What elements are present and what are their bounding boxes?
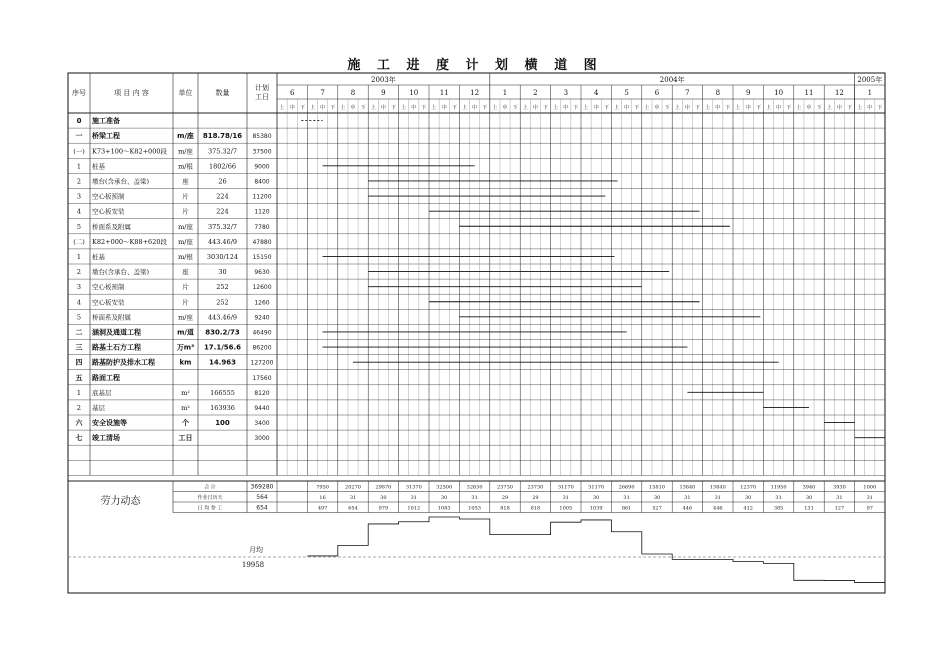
labor-value: 127 (834, 505, 845, 512)
dekad-label: 中 (532, 105, 538, 111)
labor-value: 32630 (466, 484, 483, 491)
row-qty: 163936 (210, 403, 235, 412)
dekad-label: 下 (421, 105, 427, 111)
header-seq: 序号 (72, 89, 86, 97)
row-qty: 224 (216, 192, 229, 201)
labor-value: 818 (500, 505, 510, 512)
dekad-label: 上 (674, 105, 680, 111)
row-item: 墩台(含承台、盖梁) (92, 177, 150, 186)
row-qty: 166555 (210, 388, 235, 397)
dekad-label: 中 (380, 105, 386, 111)
labor-value: 31 (410, 495, 417, 501)
dekad-label: 下 (634, 105, 640, 111)
dekad-label: 中 (350, 105, 356, 111)
dekad-label: 上 (735, 105, 741, 111)
month-label: 4 (593, 89, 599, 97)
header-qty: 数量 (215, 89, 230, 97)
row-unit: m/道 (177, 328, 194, 337)
row-item: 基层 (92, 403, 105, 412)
labor-step-line (307, 517, 885, 583)
row-unit: m/根 (178, 252, 193, 261)
row-days: 11200 (252, 193, 272, 201)
dekad-label: 下 (482, 105, 488, 111)
row-qty: 252 (216, 283, 229, 292)
header-unit: 单位 (178, 89, 193, 97)
row-unit: 片 (182, 207, 189, 216)
row-days: 9000 (254, 163, 270, 171)
month-label: 7 (320, 89, 325, 97)
row-seq: 二 (75, 328, 83, 337)
labor-value: 31 (836, 495, 843, 501)
dekad-label: 中 (289, 105, 295, 111)
labor-value: 818 (530, 505, 541, 512)
labor-row-label: 作业日历天 (197, 495, 223, 501)
labor-value: 497 (317, 505, 328, 512)
month-label: 3 (563, 89, 569, 97)
row-item: 桩基 (92, 162, 105, 171)
labor-value: 31170 (588, 484, 605, 491)
row-days: 47880 (252, 238, 272, 246)
labor-value: 31 (714, 495, 721, 501)
dekad-label: 中 (624, 105, 630, 111)
row-seq: 六 (75, 419, 83, 428)
labor-value: 30 (653, 495, 661, 501)
labor-value: 16 (319, 495, 326, 501)
labor-value: 446 (713, 505, 723, 512)
labor-value: 131 (804, 505, 814, 512)
month-label: 10 (774, 89, 784, 97)
row-seq: 3 (76, 283, 82, 292)
row-item: 施工准备 (92, 117, 120, 126)
row-seq: 4 (76, 298, 82, 307)
month-label: 11 (439, 89, 449, 97)
labor-value: 30 (805, 495, 813, 501)
dekad-label: 下 (330, 105, 336, 111)
row-unit: 座 (182, 177, 189, 186)
row-item: 桥梁工程 (92, 132, 120, 141)
row-item: 底基层 (92, 388, 112, 397)
dekad-label: 下 (573, 105, 579, 111)
labor-value: 30 (441, 495, 448, 501)
labor-value: 31 (866, 495, 873, 501)
row-days: 17560 (252, 374, 272, 382)
month-label: 8 (350, 89, 356, 97)
dekad-label: 中 (441, 105, 447, 111)
month-label: 2 (533, 89, 538, 97)
row-days: 46490 (252, 329, 272, 337)
year-label: 2004年 (659, 76, 685, 84)
dekad-label: 上 (340, 105, 346, 111)
labor-row-label: 日 均 参 工 (197, 505, 223, 512)
row-days: 8120 (254, 389, 270, 397)
labor-value: 31 (623, 495, 630, 501)
labor-value: 20270 (345, 484, 361, 491)
row-item: 墩台(含承台、盖梁) (92, 268, 150, 277)
dekad-label: 中 (563, 105, 569, 111)
dekad-label: 中 (806, 105, 812, 111)
row-unit: m/座 (178, 147, 193, 156)
dekad-label: 中 (715, 105, 721, 111)
row-qty: 14.963 (208, 358, 237, 367)
month-label: 10 (409, 89, 419, 97)
dekad-label: 上 (613, 105, 619, 111)
month-label: 1 (867, 89, 873, 97)
row-unit: 片 (182, 283, 189, 292)
row-seq: 四 (75, 358, 83, 367)
row-seq: 0 (76, 117, 82, 126)
header-plan-days: 工日 (255, 93, 269, 101)
row-days: 9630 (254, 269, 270, 277)
row-item: 涵洞及通道工程 (92, 328, 141, 337)
row-item: K73+100～K82+000段 (92, 147, 167, 156)
labor-value: 3930 (833, 484, 846, 491)
dekad-label: 上 (644, 105, 650, 111)
month-label: 1 (502, 89, 508, 97)
month-label: 11 (804, 89, 814, 97)
page-title: 施 工 进 度 计 划 横 道 图 (347, 58, 603, 73)
row-seq: 3 (76, 192, 82, 201)
row-qty: 443.46/9 (207, 313, 238, 322)
row-seq: 2 (76, 177, 82, 186)
row-days: 86200 (252, 344, 272, 352)
labor-value: 15810 (649, 484, 665, 491)
row-seq: 五 (75, 373, 83, 382)
month-label: 5 (624, 89, 629, 97)
row-unit: km (179, 358, 192, 367)
row-unit: m/根 (178, 162, 193, 171)
row-qty: 818.78/16 (202, 132, 243, 141)
row-item: 空心板预制 (92, 283, 125, 292)
dekad-label: 上 (370, 105, 376, 111)
month-label: 8 (715, 89, 721, 97)
dekad-label: 中 (472, 105, 478, 111)
labor-value: 13840 (709, 484, 726, 491)
row-item: 桥面系及附属 (92, 313, 131, 322)
labor-value: 30 (745, 495, 752, 501)
row-seq: 1 (76, 252, 82, 261)
row-unit: 个 (182, 419, 189, 428)
row-qty: 26 (218, 177, 227, 186)
dekad-label: 中 (654, 105, 660, 111)
row-days: 12600 (252, 284, 272, 292)
row-item: K82+000～K88+620段 (92, 237, 167, 246)
row-unit: m/座 (178, 237, 193, 246)
average-value: 19958 (241, 561, 265, 569)
row-item: 路基防护及排水工程 (92, 358, 155, 367)
labor-value: 30 (380, 495, 387, 501)
row-seq: 三 (75, 343, 83, 352)
row-days: 15150 (252, 253, 272, 261)
labor-value: 3940 (802, 484, 816, 491)
row-seq: 1 (76, 388, 82, 397)
labor-value: 31170 (557, 484, 574, 491)
labor-value: 654 (348, 505, 358, 512)
month-label: 6 (289, 89, 295, 97)
row-qty: 224 (216, 207, 229, 216)
dekad-label: 上 (765, 105, 771, 111)
row-unit: m² (181, 403, 190, 412)
row-days: 85380 (252, 133, 272, 141)
dekad-label: 下 (816, 105, 822, 111)
labor-row-total: 369280 (250, 483, 274, 491)
row-seq: 4 (76, 207, 82, 216)
row-unit: m/座 (177, 132, 194, 141)
row-qty: 100 (215, 419, 230, 428)
row-unit: 工日 (178, 434, 193, 443)
labor-value: 1012 (407, 505, 421, 512)
dekad-label: 下 (786, 105, 792, 111)
row-qty: 3030/124 (206, 252, 239, 261)
dekad-label: 上 (796, 105, 802, 111)
labor-value: 97 (866, 505, 873, 512)
header-plan: 计划 (255, 84, 269, 92)
labor-value: 32500 (436, 484, 453, 491)
labor-title: 劳力动态 (100, 496, 141, 507)
row-item: 桩基 (92, 252, 105, 261)
dekad-label: 下 (391, 105, 397, 111)
row-unit: m/座 (178, 222, 193, 231)
row-unit: 万m³ (176, 343, 195, 352)
dekad-label: 中 (867, 105, 873, 111)
dekad-label: 上 (431, 105, 437, 111)
row-qty: 375.32/7 (207, 222, 238, 231)
row-days: 8400 (254, 178, 270, 186)
labor-value: 31370 (405, 484, 422, 491)
dekad-label: 中 (411, 105, 417, 111)
row-item: 空心板预制 (92, 192, 125, 201)
dekad-label: 下 (360, 105, 366, 111)
dekad-label: 上 (309, 105, 315, 111)
year-label: 2003年 (370, 76, 396, 84)
row-days: 7780 (254, 223, 270, 231)
row-seq: 一 (75, 132, 83, 141)
row-qty: 375.32/7 (207, 147, 238, 156)
row-item: 竣工清场 (92, 434, 120, 443)
labor-value: 29 (501, 495, 509, 501)
labor-value: 12370 (740, 484, 757, 491)
row-unit: m² (181, 388, 190, 397)
row-days: 9240 (254, 314, 270, 322)
dekad-label: 中 (836, 105, 842, 111)
labor-value: 11950 (770, 484, 787, 491)
row-item: 空心板安装 (92, 298, 125, 307)
row-days: 3000 (254, 435, 270, 443)
row-item: 空心板安装 (92, 207, 125, 216)
dekad-label: 上 (553, 105, 559, 111)
labor-value: 861 (621, 505, 632, 512)
row-seq: 七 (75, 434, 83, 443)
dekad-label: 中 (684, 105, 690, 111)
row-qty: 830.2/73 (205, 328, 240, 337)
labor-value: 1000 (863, 484, 877, 491)
labor-value: 446 (682, 505, 693, 512)
labor-value: 31 (562, 495, 569, 501)
row-seq: 2 (76, 403, 82, 412)
row-unit: 座 (182, 268, 189, 277)
labor-value: 979 (378, 505, 389, 512)
row-seq: 5 (76, 222, 82, 231)
dekad-label: 下 (695, 105, 701, 111)
row-item: 安全设施等 (92, 419, 127, 428)
month-label: 9 (745, 89, 751, 97)
dekad-label: 中 (502, 105, 508, 111)
labor-row-label: 合 计 (204, 484, 216, 491)
labor-value: 23730 (497, 484, 513, 491)
row-qty: 30 (218, 268, 227, 277)
labor-value: 412 (743, 505, 753, 512)
dekad-label: 中 (745, 105, 751, 111)
labor-value: 30 (593, 495, 600, 501)
month-label: 6 (654, 89, 660, 97)
month-label: 12 (470, 89, 480, 97)
dekad-label: 上 (401, 105, 407, 111)
row-unit: 片 (182, 192, 189, 201)
row-seq: 2 (76, 268, 82, 277)
labor-value: 31 (684, 495, 691, 501)
dekad-label: 上 (522, 105, 528, 111)
dekad-label: 下 (603, 105, 609, 111)
header-item: 项 目 内 容 (114, 89, 149, 97)
month-label: 9 (381, 89, 386, 97)
labor-value: 23730 (527, 484, 544, 491)
dekad-label: 下 (664, 105, 670, 111)
dekad-label: 中 (776, 105, 782, 111)
dekad-label: 下 (755, 105, 761, 111)
row-unit: m/座 (178, 313, 193, 322)
labor-value: 13840 (679, 484, 696, 491)
dekad-label: 上 (826, 105, 832, 111)
dekad-label: 中 (320, 105, 326, 111)
dekad-label: 上 (857, 105, 863, 111)
dekad-label: 下 (847, 105, 853, 111)
labor-value: 1039 (589, 505, 603, 512)
row-unit: 片 (182, 298, 189, 307)
labor-value: 26690 (618, 484, 635, 491)
dekad-label: 上 (492, 105, 498, 111)
dekad-label: 中 (593, 105, 599, 111)
dekad-label: 上 (461, 105, 467, 111)
labor-value: 1083 (437, 505, 451, 512)
row-days: 3400 (254, 420, 270, 428)
dekad-label: 下 (512, 105, 518, 111)
labor-value: 29 (532, 495, 539, 501)
row-seq: (一) (73, 147, 85, 156)
dekad-label: 上 (705, 105, 711, 111)
labor-value: 1053 (468, 505, 481, 512)
row-item: 路面工程 (92, 373, 120, 382)
row-days: 37500 (252, 148, 272, 156)
row-days: 127200 (250, 359, 274, 367)
labor-value: 31 (349, 495, 357, 501)
labor-value: 31 (471, 495, 478, 501)
labor-value: 385 (773, 505, 784, 512)
dekad-label: 下 (877, 105, 883, 111)
row-qty: 1802/66 (208, 162, 237, 171)
dekad-label: 下 (543, 105, 549, 111)
row-item: 路基土石方工程 (92, 343, 141, 352)
dekad-label: 上 (279, 105, 285, 111)
row-item: 桥面系及附属 (92, 222, 131, 231)
row-days: 1260 (254, 299, 270, 307)
row-qty: 443.46/9 (207, 237, 238, 246)
labor-row-total: 564 (256, 494, 268, 501)
labor-value: 1005 (559, 505, 573, 512)
row-seq: 5 (76, 313, 82, 322)
labor-value: 29870 (375, 484, 392, 491)
dekad-label: 下 (725, 105, 731, 111)
labor-value: 31 (775, 495, 782, 501)
row-qty: 17.1/56.6 (203, 343, 242, 352)
labor-value: 527 (652, 505, 662, 512)
row-qty: 252 (216, 298, 229, 307)
average-label: 月均 (249, 546, 263, 554)
row-days: 1120 (254, 208, 270, 216)
month-label: 7 (685, 89, 690, 97)
labor-row-total: 654 (256, 504, 268, 512)
month-label: 12 (834, 89, 844, 97)
row-seq: (二) (73, 237, 85, 246)
dekad-label: 下 (451, 105, 457, 111)
dekad-label: 下 (299, 105, 305, 111)
labor-value: 7950 (316, 484, 329, 491)
year-label: 2005年 (857, 76, 883, 84)
row-seq: 1 (76, 162, 82, 171)
row-days: 9440 (254, 404, 270, 412)
dekad-label: 上 (583, 105, 589, 111)
